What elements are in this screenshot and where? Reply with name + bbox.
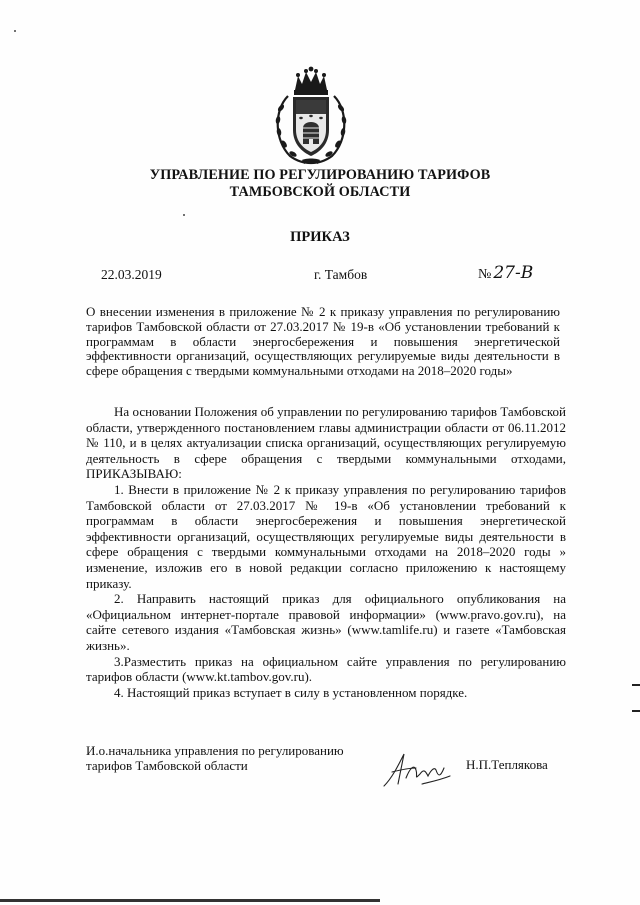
document-subject: О внесении изменения в приложение № 2 к приказу управления по регулированию тарифов Тамбовской области от 27.03.2017 № 19-в «Об установлении требований к программам в области энергосбережения и повышения энергетической эффективности организаций, осуществляющих регулируемые виды деятельности в сфере обращения с твердыми коммунальными отходами на 2018–2020 годы»	[86, 304, 560, 379]
document-body	[86, 404, 566, 700]
order-item-1: 1. Внести в приложение № 2 к приказу управления по регулированию тарифов Тамбовской области от 27.03.2017 № 19-в «Об установлении требований к программам в области энергосбережения и повышения энергетической эффективности организаций, осуществляющих регулируемые виды деятельности в сфере обращения с твердыми коммунальными отходами на 2018–2020 годы » изменение, изложив его в новой редакции согласно приложению к настоящему приказу.	[86, 481, 566, 591]
document-title: ПРИКАЗ	[290, 229, 350, 245]
scan-edge-mark	[632, 684, 640, 686]
document-date: 22.03.2019	[101, 267, 162, 282]
preamble-paragraph: На основании Положения об управлении по регулированию тарифов Тамбовской области, утвержденного постановлением главы администрации области от 06.11.2012 № 110, и в целях актуализации списка организаций, осуществляющих регулируемую деятельность в сфере обращения с твердыми коммунальными отходами, ПРИКАЗЫВАЮ:	[86, 404, 566, 482]
scan-speck	[14, 30, 16, 32]
handwritten-number: 27-В	[493, 263, 534, 283]
organization-name-line1: УПРАВЛЕНИЕ ПО РЕГУЛИРОВАНИЮ ТАРИФОВ	[149, 167, 491, 183]
tambov-coat-of-arms-icon	[268, 66, 354, 166]
order-item-3: 3.Разместить приказ на официальном сайте управления по регулированию тарифов области (www.kt.tambov.gov.ru).	[86, 653, 566, 685]
signer-position	[86, 744, 344, 773]
scan-edge-mark	[632, 710, 640, 712]
handwritten-signature-icon	[378, 748, 458, 790]
order-item-4: 4. Настоящий приказ вступает в силу в установленном порядке.	[114, 684, 468, 700]
scan-speck	[183, 214, 185, 216]
document-city: г. Тамбов	[314, 267, 368, 282]
signer-position-line1: И.о.начальника управления по регулированию	[86, 743, 344, 758]
signer-name: Н.П.Теплякова	[466, 757, 548, 772]
scan-bottom-edge	[0, 899, 380, 902]
number-prefix: №	[478, 267, 492, 282]
order-item-2: 2. Направить настоящий приказ для официального опубликования на «Официальном интернет-портале правовой информации» (www.pravo.gov.ru), на сайте сетевого издания «Тамбовская жизнь» (www.tamlife.ru) и газете «Тамбовская жизнь».	[86, 591, 566, 653]
organization-name-line2: ТАМБОВСКОЙ ОБЛАСТИ	[229, 184, 411, 200]
document-number	[478, 263, 533, 283]
signer-position-line2: тарифов Тамбовской области	[86, 757, 248, 773]
